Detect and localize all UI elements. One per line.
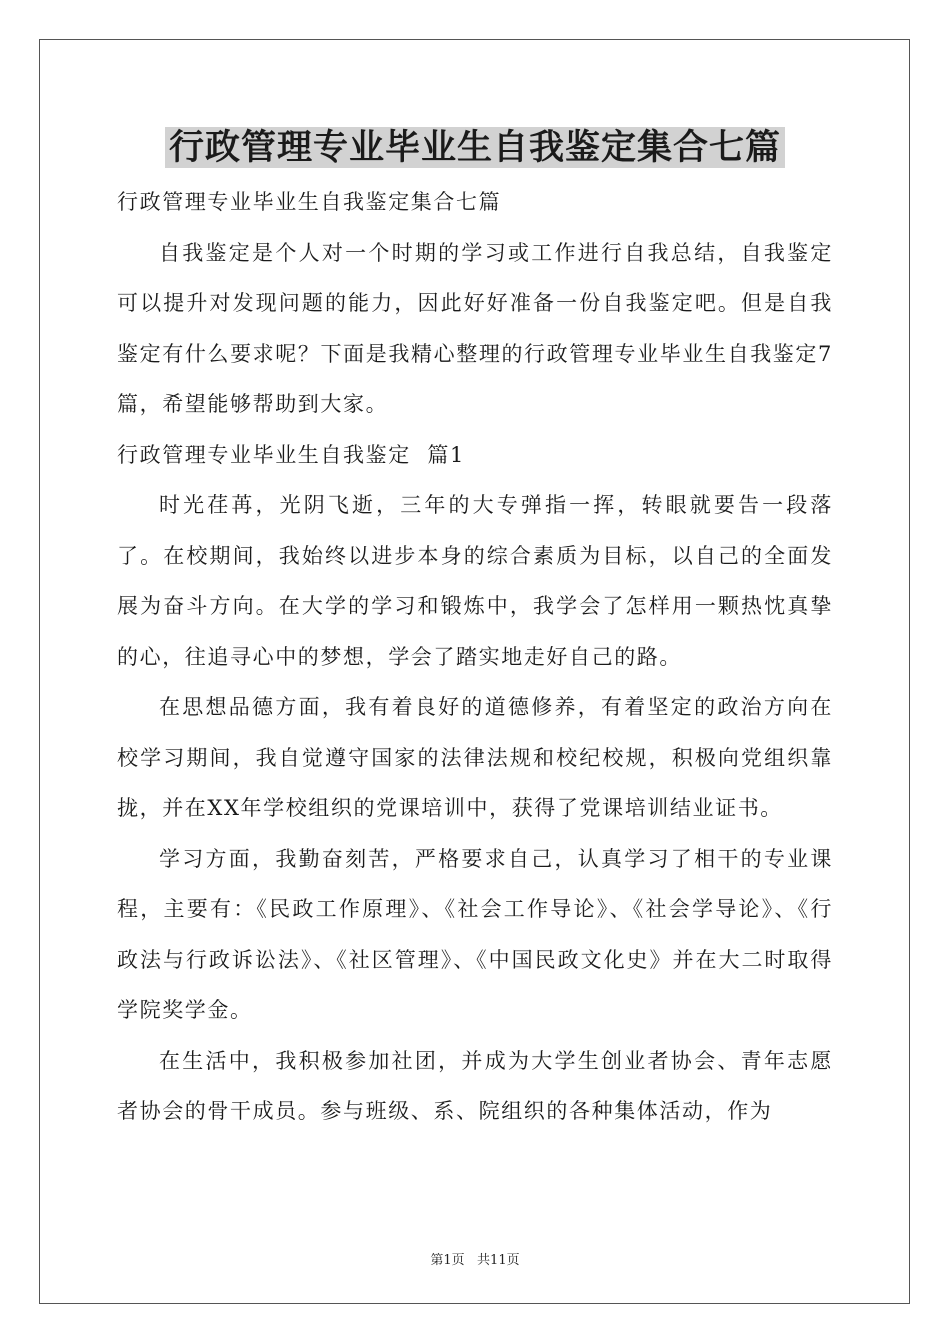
body-paragraph: 在生活中，我积极参加社团，并成为大学生创业者协会、青年志愿者协会的骨干成员。参与班级、系、院组织的各种集体活动，作为 [117, 1048, 833, 1123]
page-number: 第1页 共11页 [430, 1253, 520, 1268]
body-paragraph: 学习方面，我勤奋刻苦，严格要求自己，认真学习了相干的专业课程，主要有：《民政工作原理》、《社会工作导论》、《社会学导论》、《行政法与行政诉讼法》、《社区管理》、《中国民政文化史》并在大二时取得学院奖学金。 [117, 846, 833, 1022]
page-footer [0, 1249, 950, 1268]
intro-paragraph: 自我鉴定是个人对一个时期的学习或工作进行自我总结，自我鉴定可以提升对发现问题的能力，因此好好准备一份自我鉴定吧。但是自我鉴定有什么要求呢？下面是我精心整理的行政管理专业毕业生自我鉴定7篇，希望能够帮助到大家。 [117, 240, 833, 416]
body-paragraph: 时光荏苒，光阴飞逝，三年的大专弹指一挥，转眼就要告一段落了。在校期间，我始终以进步本身的综合素质为目标，以自己的全面发展为奋斗方向。在大学的学习和锻炼中，我学会了怎样用一颗热忱真挚的心，往追寻心中的梦想，学会了踏实地走好自己的路。 [117, 493, 833, 669]
document-body [117, 177, 833, 1137]
document-title-text: 行政管理专业毕业生自我鉴定集合七篇 [165, 127, 785, 168]
document-subtitle: 行政管理专业毕业生自我鉴定集合七篇 [117, 190, 502, 214]
document-title [0, 124, 950, 172]
section-heading: 行政管理专业毕业生自我鉴定 篇1 [117, 442, 465, 467]
body-paragraph: 在思想品德方面，我有着良好的道德修养，有着坚定的政治方向在校学习期间，我自觉遵守国家的法律法规和校纪校规，积极向党组织靠拢，并在XX年学校组织的党课培训中，获得了党课培训结业证书。 [117, 695, 833, 820]
